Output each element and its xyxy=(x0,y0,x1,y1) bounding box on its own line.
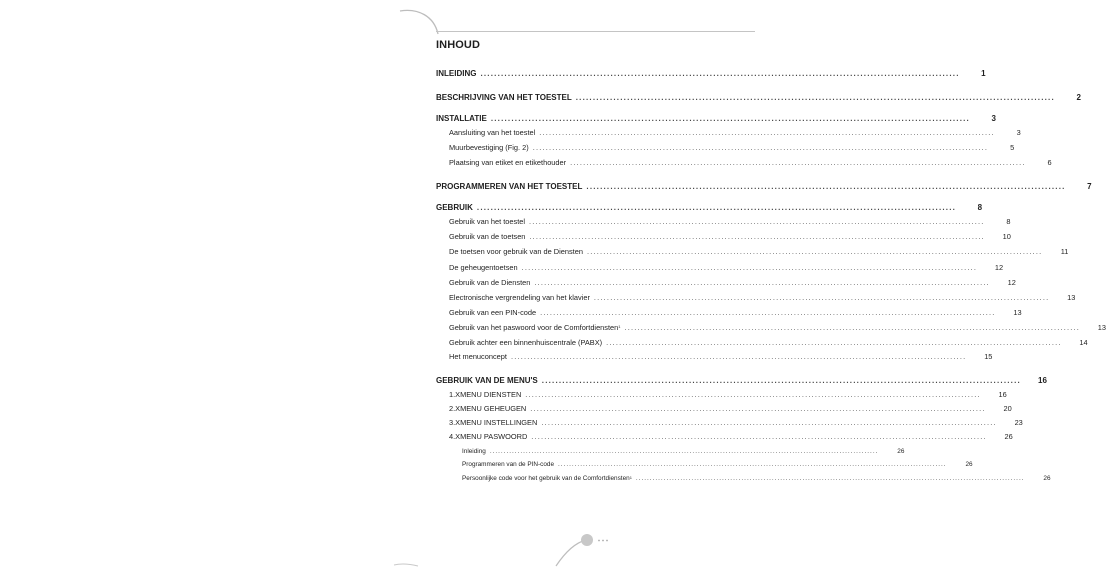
toc-entry-label: Inleiding xyxy=(462,448,486,455)
toc-entry-page: 10 xyxy=(1002,232,1011,241)
dot-leader: ............................................................................................................................................ xyxy=(586,247,1043,256)
toc-entry[interactable] xyxy=(462,473,1051,485)
toc-entry[interactable] xyxy=(462,446,905,458)
toc-entry[interactable] xyxy=(436,68,986,80)
dot-leader: ............................................................................................................................................ xyxy=(539,128,995,137)
toc-entry-label: Gebruik van de toetsen xyxy=(449,232,526,241)
toc-entry-page: 13 xyxy=(1067,293,1076,302)
dot-leader: ............................................................................................................................................ xyxy=(624,323,1080,332)
toc-entry-page: 2 xyxy=(1076,93,1081,102)
dot-leader: ............................................................................................................................................ xyxy=(521,263,978,272)
dot-leader: ............................................................................................................................................ xyxy=(510,352,967,361)
toc-entry[interactable] xyxy=(449,417,1023,429)
toc-entry-page: 7 xyxy=(1087,182,1092,191)
toc-entry-label xyxy=(449,322,625,334)
toc-entry-page: 14 xyxy=(1079,338,1088,347)
toc-entry-page: 12 xyxy=(1007,278,1016,287)
toc-entry-page: 11 xyxy=(1060,247,1069,256)
toc-entry[interactable] xyxy=(449,403,1012,415)
toc-entry-page: 5 xyxy=(1010,143,1015,152)
toc-entry-label: GEBRUIK VAN DE MENU'S xyxy=(436,376,538,385)
toc-entry[interactable] xyxy=(449,389,1007,401)
toc-entry-page: 1 xyxy=(981,69,986,78)
toc-entry-label: Programmeren van de PIN-code xyxy=(462,461,554,468)
toc-entry[interactable] xyxy=(449,262,1004,274)
toc-entry-label xyxy=(462,473,636,485)
toc-entry-label-text: Persoonlijke code voor het gebruik van de Comfortdiensten xyxy=(462,475,630,482)
toc-entry-page: 15 xyxy=(984,352,993,361)
toc-entry-label: Het menuconcept xyxy=(449,352,507,361)
toc-entry-label: Aansluiting van het toestel xyxy=(449,128,536,137)
toc-entry[interactable] xyxy=(436,181,1092,193)
toc-entry-page: 26 xyxy=(965,461,973,468)
toc-entry[interactable] xyxy=(449,277,1016,289)
toc-entry-label: Gebruik van een PIN-code xyxy=(449,308,537,317)
toc-entry[interactable] xyxy=(449,142,1015,154)
toc-entry[interactable] xyxy=(436,375,1047,387)
dot-leader: ............................................................................................................................................ xyxy=(531,432,987,441)
toc-entry-page: 3 xyxy=(991,114,996,123)
dot-leader: ............................................................................................................................................ xyxy=(541,418,997,427)
toc-entry-page: 8 xyxy=(1006,217,1011,226)
page-title: INHOUD xyxy=(436,39,480,51)
toc-entry-label: Muurbevestiging (Fig. 2) xyxy=(449,143,529,152)
dot-leader: ............................................................................................................................................ xyxy=(530,404,986,413)
toc-entry[interactable] xyxy=(449,157,1052,169)
dot-leader: ............................................................................................................................................ xyxy=(532,143,989,152)
dot-leader: ............................................................................................................................................ xyxy=(635,475,1025,482)
toc-entry-label: 2.XMENU GEHEUGEN xyxy=(449,404,527,413)
dot-leader: ............................................................................................................................................ xyxy=(525,390,981,399)
toc-entry[interactable] xyxy=(449,292,1076,304)
dot-leader: ............................................................................................................................................ xyxy=(558,461,947,468)
dot-leader: ............................................................................................................................................ xyxy=(490,114,970,123)
toc-entry[interactable] xyxy=(449,216,1011,228)
toc-entry-page: 13 xyxy=(1097,323,1106,332)
toc-entry-label: De geheugentoetsen xyxy=(449,263,518,272)
toc-entry-page: 20 xyxy=(1003,404,1012,413)
dot-leader: ............................................................................................................................................ xyxy=(534,278,990,287)
dot-leader: ............................................................................................................................................ xyxy=(489,448,879,455)
toc-entry-label: PROGRAMMEREN VAN HET TOESTEL xyxy=(436,182,583,191)
dot-leader: ............................................................................................................................................ xyxy=(480,69,960,78)
dot-leader: ............................................................................................................................................ xyxy=(476,203,957,212)
toc-entry-label: Gebruik van de Diensten xyxy=(449,278,531,287)
toc-entry-label: Gebruik van het toestel xyxy=(449,217,526,226)
toc-entry-page: 3 xyxy=(1016,128,1021,137)
dot-leader: ............................................................................................................................................ xyxy=(540,308,996,317)
toc-entry-label: De toetsen voor gebruik van de Diensten xyxy=(449,247,583,256)
toc-entry-label-text: Gebruik van het paswoord voor de Comfortdiensten xyxy=(449,323,619,332)
toc-entry-label: Plaatsing van etiket en etikethouder xyxy=(449,158,567,167)
toc-entry[interactable] xyxy=(462,459,973,471)
toc-entry-page: 23 xyxy=(1014,418,1023,427)
dot-leader: ............................................................................................................................................ xyxy=(529,232,985,241)
toc-entry-label: Electronische vergrendeling van het klavier xyxy=(449,293,590,302)
dot-leader: ............................................................................................................................................ xyxy=(541,376,1021,385)
toc-entry[interactable] xyxy=(449,127,1021,139)
footnote-marker: 1 xyxy=(629,475,632,480)
toc-entry-label: 3.XMENU INSTELLINGEN xyxy=(449,418,538,427)
toc-entry[interactable] xyxy=(449,351,993,363)
dot-leader: ............................................................................................................................................ xyxy=(593,293,1050,302)
toc-entry[interactable] xyxy=(436,202,983,214)
toc-entry-label: Gebruik achter een binnenhuiscentrale (PABX) xyxy=(449,338,603,347)
toc-entry[interactable] xyxy=(449,431,1013,443)
toc-entry[interactable] xyxy=(436,113,996,125)
toc-entry-label: INSTALLATIE xyxy=(436,114,487,123)
toc-entry-page: 26 xyxy=(1043,475,1051,482)
toc-entry-label: INLEIDING xyxy=(436,69,477,78)
toc-entry[interactable] xyxy=(436,92,1081,104)
toc-entry-label: 4.XMENU PASWOORD xyxy=(449,432,528,441)
dot-leader: ............................................................................................................................................ xyxy=(529,217,985,226)
dot-leader: ............................................................................................................................................ xyxy=(586,182,1066,191)
toc-entry-page: 12 xyxy=(994,263,1004,272)
toc-entry-label: 1.XMENU DIENSTEN xyxy=(449,390,522,399)
dot-leader: ............................................................................................................................................ xyxy=(575,93,1055,102)
toc-entry-page: 16 xyxy=(1038,376,1047,385)
toc-entry-page: 8 xyxy=(977,203,983,212)
footnote-marker: 1 xyxy=(618,324,621,329)
toc-entry-label: BESCHRIJVING VAN HET TOESTEL xyxy=(436,93,572,102)
toc-entry[interactable] xyxy=(449,246,1069,258)
toc-entry[interactable] xyxy=(449,307,1022,319)
toc-entry[interactable] xyxy=(449,337,1088,349)
toc-entry[interactable] xyxy=(449,322,1106,334)
toc-entry-label: GEBRUIK xyxy=(436,203,473,212)
toc-entry-page: 16 xyxy=(998,390,1007,399)
toc-entry-page: 26 xyxy=(897,448,905,455)
dot-leader: ............................................................................................................................................ xyxy=(570,158,1026,167)
dot-leader: ............................................................................................................................................ xyxy=(606,338,1062,347)
toc-entry-page: 26 xyxy=(1004,432,1013,441)
toc-entry-page: 6 xyxy=(1047,158,1052,167)
toc-entry[interactable] xyxy=(449,231,1011,243)
toc-entry-page: 13 xyxy=(1013,308,1022,317)
